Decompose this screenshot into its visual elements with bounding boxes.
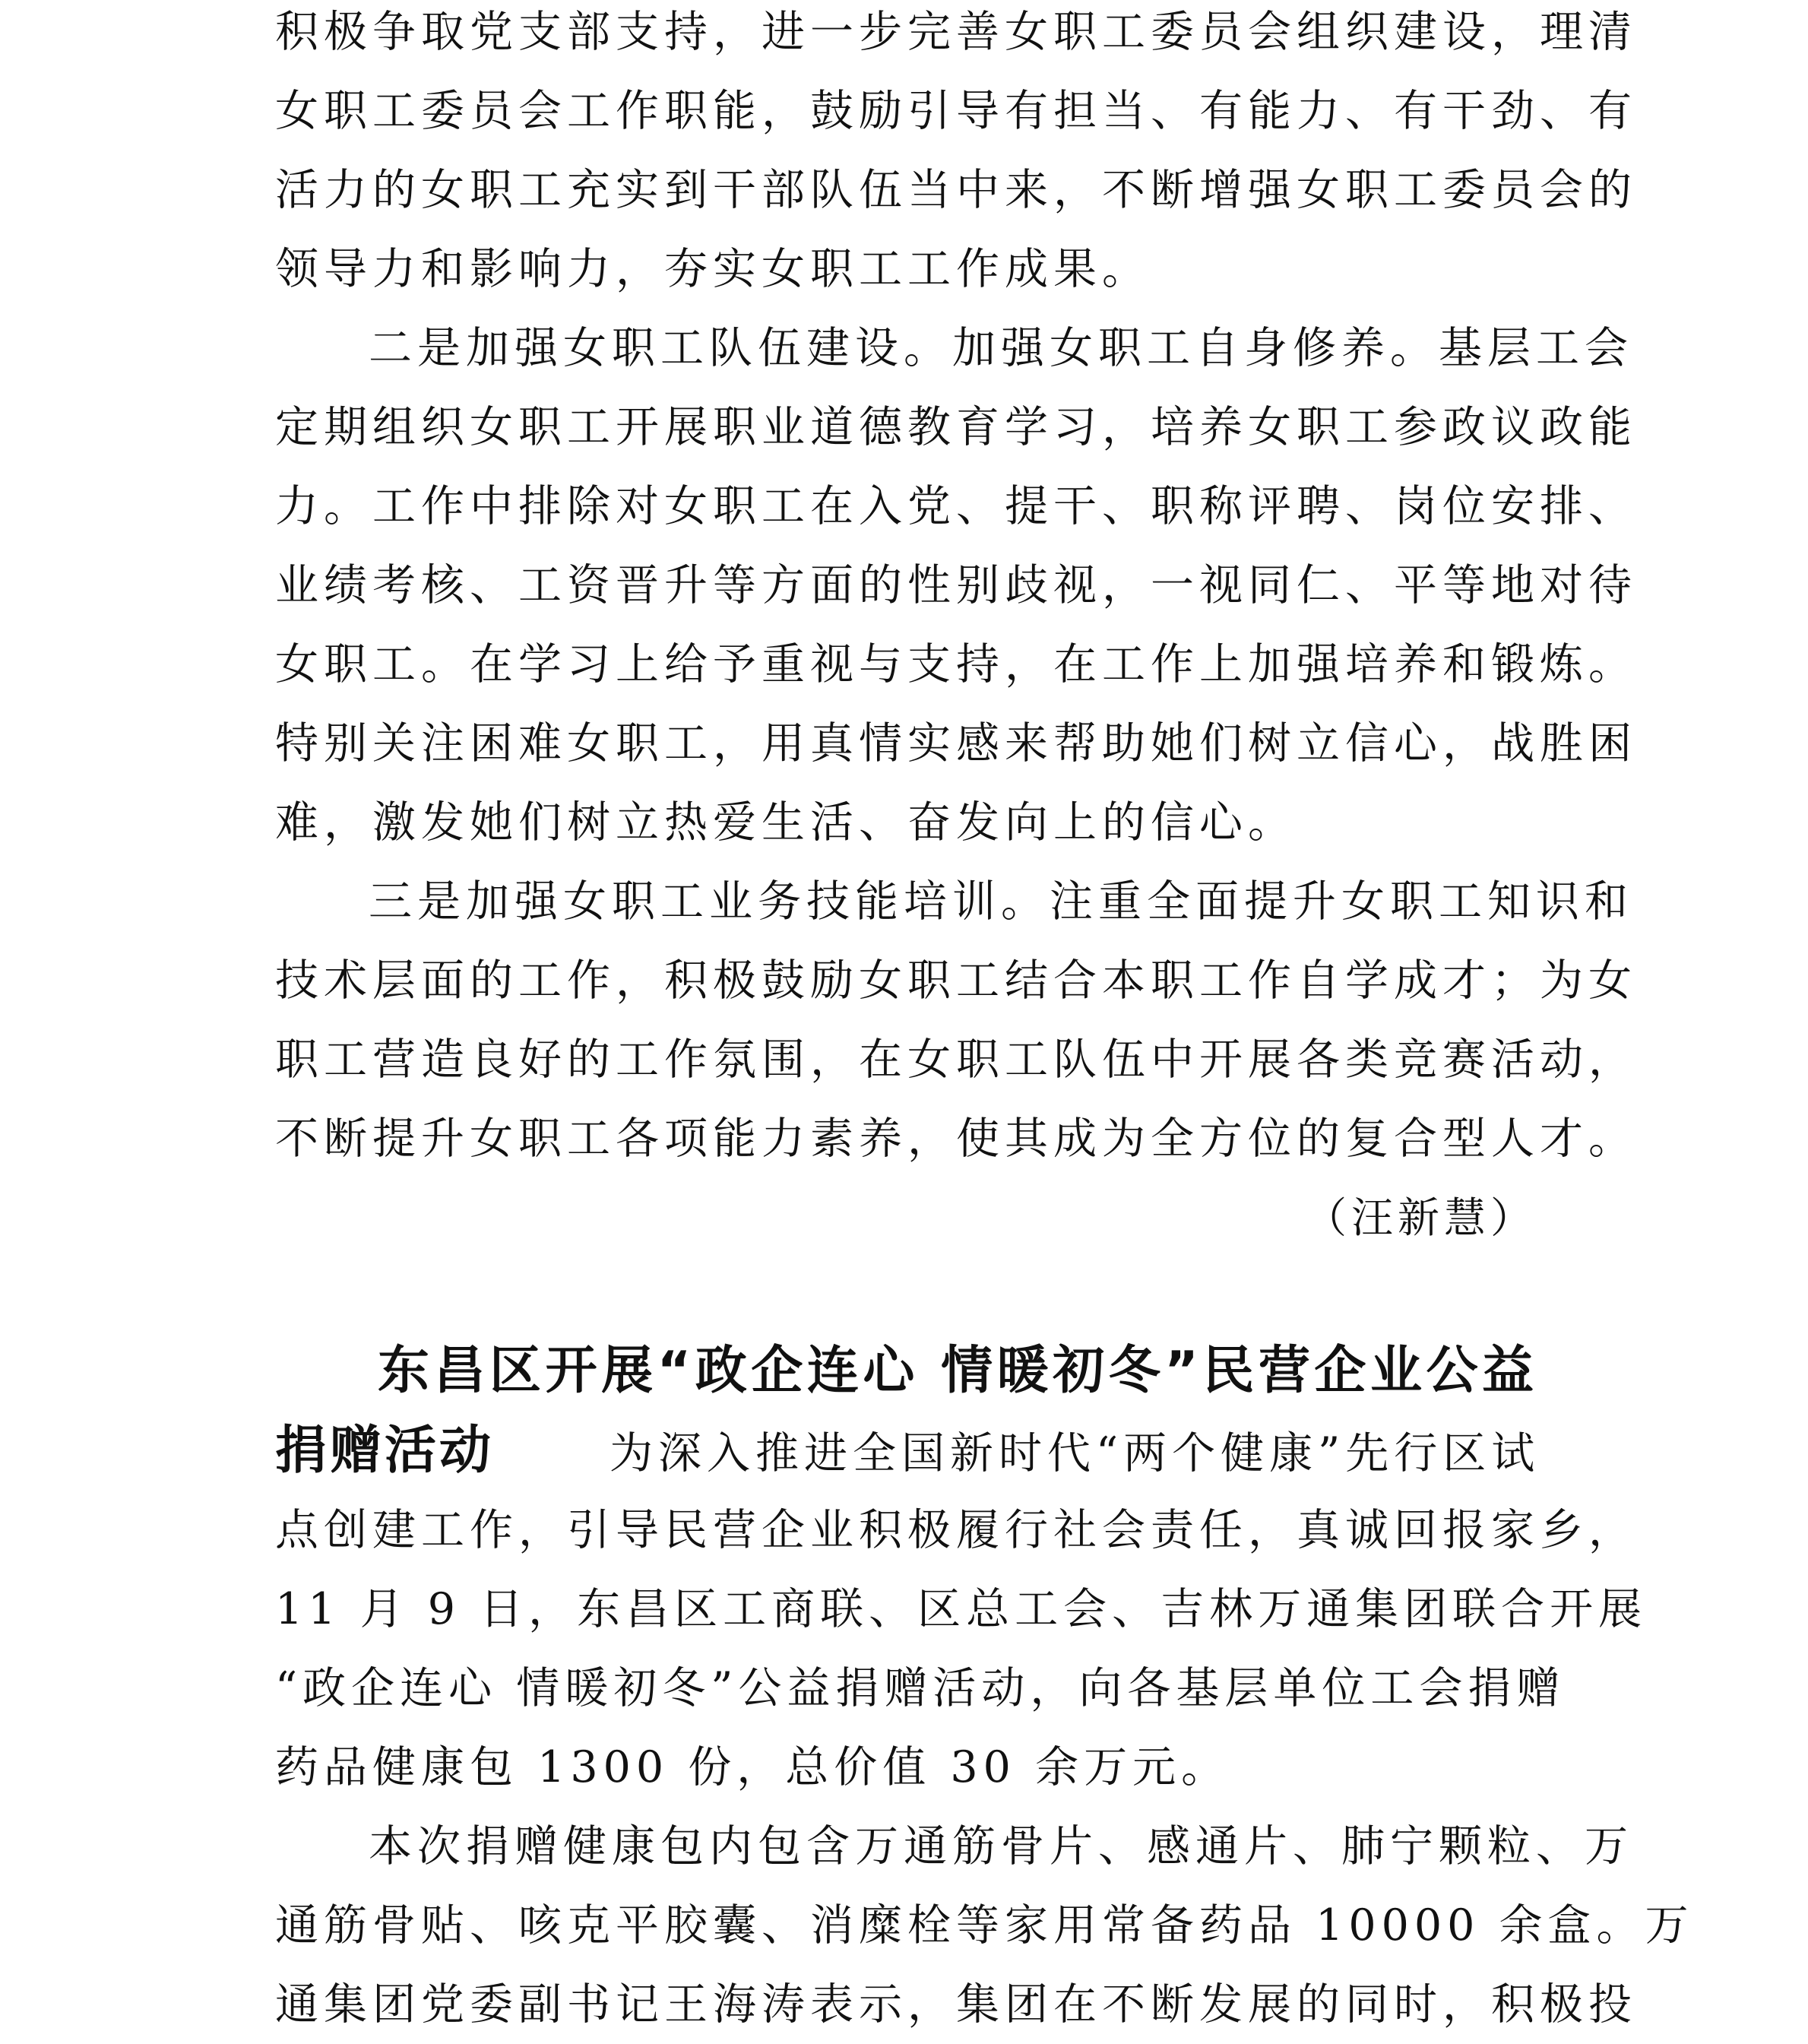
body-line: 女职工。在学习上给予重视与支持，在工作上加强培养和锻炼。 <box>275 639 1637 689</box>
body-line: 定期组织女职工开展职业道德教育学习，培养女职工参政议政能 <box>275 402 1637 452</box>
body-line: 药品健康包 1300 份，总价值 30 余万元。 <box>275 1742 1230 1792</box>
body-line: 女职工委员会工作职能，鼓励引导有担当、有能力、有干劲、有 <box>275 86 1637 136</box>
paragraph-start-line: 三是加强女职工业务技能培训。注重全面提升女职工知识和 <box>369 876 1633 927</box>
headline-body-line <box>275 1412 1540 1491</box>
body-line: 技术层面的工作，积极鼓励女职工结合本职工作自学成才；为女 <box>275 955 1637 1006</box>
body-line: 通集团党委副书记王海涛表示，集团在不断发展的同时，积极投 <box>275 1979 1637 2030</box>
paragraph-start-line: 二是加强女职工队伍建设。加强女职工自身修养。基层工会 <box>369 323 1633 373</box>
body-line: 活力的女职工充实到干部队伍当中来，不断增强女职工委员会的 <box>275 165 1637 215</box>
paragraph-start-line: 本次捐赠健康包内包含万通筋骨片、感通片、肺宁颗粒、万 <box>369 1821 1633 1871</box>
body-line: 难，激发她们树立热爱生活、奋发向上的信心。 <box>275 797 1297 848</box>
body-line: 职工营造良好的工作氛围，在女职工队伍中开展各类竞赛活动， <box>275 1035 1637 1085</box>
body-line: 特别关注困难女职工，用真情实感来帮助她们树立信心，战胜困 <box>275 718 1637 768</box>
body-line: 业绩考核、工资晋升等方面的性别歧视，一视同仁、平等地对待 <box>275 560 1637 610</box>
body-line: 领导力和影响力，夯实女职工工作成果。 <box>275 244 1151 294</box>
body-line: 不断提升女职工各项能力素养，使其成为全方位的复合型人才。 <box>275 1114 1637 1164</box>
body-line: 点创建工作，引导民营企业积极履行社会责任，真诚回报家乡， <box>275 1505 1637 1555</box>
body-line: 为深入推进全国新时代“两个健康”先行区试 <box>610 1428 1540 1478</box>
article-headline-tail: 捐赠活动 <box>275 1421 495 1481</box>
body-line: 力。工作中排除对女职工在入党、提干、职称评聘、岗位安排、 <box>275 481 1637 531</box>
body-line: 11 月 9 日，东昌区工商联、区总工会、吉林万通集团联合开展 <box>275 1584 1648 1634</box>
article-headline: 东昌区开展“政企连心 情暖初冬”民营企业公益 <box>378 1341 1537 1401</box>
body-line: 积极争取党支部支持，进一步完善女职工委员会组织建设，理清 <box>275 7 1637 57</box>
body-line: “政企连心 情暖初冬”公益捐赠活动，向各基层单位工会捐赠 <box>275 1663 1566 1713</box>
author-signature: （汪新慧） <box>1304 1193 1537 1242</box>
body-line: 通筋骨贴、咳克平胶囊、消糜栓等家用常备药品 10000 余盒。万 <box>275 1900 1694 1951</box>
